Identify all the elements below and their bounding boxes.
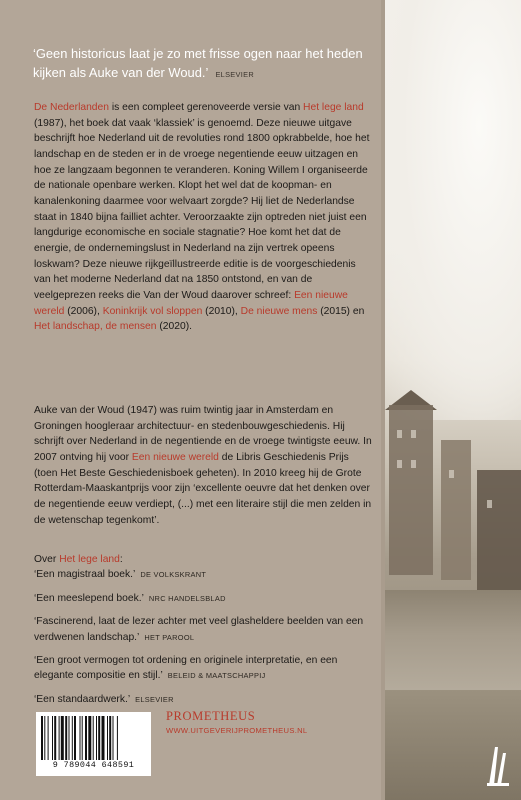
text-run: (2015) en [317, 305, 365, 317]
reviews-section [34, 552, 374, 715]
book-title: De nieuwe mens [240, 305, 318, 317]
review-item [34, 692, 374, 707]
review-text: ‘Een groot vermogen tot ordening en originele interpretatie, en een elegante compositie en stijl.’ [34, 655, 338, 682]
review-source: DE VOLKSKRANT [140, 570, 207, 580]
barcode-bar [98, 716, 100, 760]
barcode-bar [107, 716, 108, 760]
review-text: ‘Een meeslepend boek.’ [34, 592, 144, 604]
building [477, 470, 521, 590]
window [449, 470, 454, 478]
building [441, 440, 471, 580]
window [411, 430, 416, 438]
barcode-bar [69, 716, 70, 760]
book-title: Het lege land [303, 102, 364, 113]
description-paragraph [34, 100, 374, 335]
text-run: (1987), het boek dat vaak ‘klassiek’ is genoemd. Deze nieuwe uitgave beschrijft hoe Nederland uit de revoluties rond 1800 opkrabbelde, hoe het landschap en de steden er in de vroege negentiende eeuw uitzagen en hoe ze langzaam begonnen te veranderen. Koning Willem I organiseerde de nationale openbare werken. Klopt het wel dat de koopman- en kanalenkoning daarmee voor welvaart zorgde? Hij liet de Nederlandse staat in 1840 bijna failliet achter. Veroorzaakte zijn optreden niet juist een langdurige economische en sociale stagnatie? Hoe komt het dat de energie, de ondernemingslust in Nederland na zijn vertrek opeens loskwam? Deze nieuwe rijkgeïllustreerde editie is de voorgeschiedenis van het moderne Nederland dat na 1850 ontstond, en van de veelgeprezen reeks die Van der Woud daarover schreef: [34, 117, 370, 301]
spine-edge [381, 0, 385, 800]
book-title: Het lege land [59, 554, 120, 565]
book-title: Koninkrijk vol sloppen [102, 305, 203, 317]
barcode-bar [72, 716, 73, 760]
publisher-url[interactable]: WWW.UITGEVERIJPROMETHEUS.NL [166, 726, 308, 735]
barcode-bar [102, 716, 105, 760]
barcode-bar [109, 716, 111, 760]
review-item [34, 653, 374, 684]
reviews-intro-block [34, 552, 374, 583]
review-source: HET PAROOL [144, 632, 195, 642]
barcode-bar [82, 716, 83, 760]
barcode-bar [44, 716, 45, 760]
window [411, 460, 416, 468]
window [397, 460, 402, 468]
review-source: ELSEVIER [135, 694, 174, 704]
window [487, 500, 492, 508]
barcode-bar [52, 716, 53, 760]
barcode-bar [41, 716, 43, 760]
barcode-bars [41, 716, 146, 760]
book-title: Een nieuwe wereld [131, 451, 219, 463]
barcode-bar [88, 716, 91, 760]
review-item [34, 591, 374, 606]
quote-text: ‘Geen historicus laat je zo met frisse ogen naar het heden kijken als Auke van der Woud.’ [33, 46, 363, 80]
text-run: de Libris Geschiedenis Prijs (toen Het Beste Geschiedenisboek geheten). In 2010 kreeg hij de Grote Rotterdam-Maaskantprijs voor zijn ‘excellente oeuvre dat het denken over de negentiende eeuw verdiept, (...) met een literaire stijl die men zelden in de wetenschap tegenkomt’. [34, 451, 372, 526]
text-run: (2020). [156, 321, 192, 333]
review-source: NRC HANDELSBLAD [148, 593, 226, 603]
review-text: ‘Fascinerend, laat de lezer achter met veel glasheldere beelden van een verdwenen landschap.’ [34, 616, 364, 643]
window [397, 430, 402, 438]
text-run: (2006), [64, 305, 103, 317]
barcode-bar [96, 716, 97, 760]
front-quote [33, 44, 373, 84]
barcode-bar [80, 716, 81, 760]
review-text: ‘Een magistraal boek.’ [34, 569, 136, 581]
book-title: Het landschap, de mensen [34, 321, 157, 333]
isbn-number: 9 789044 648591 [52, 760, 135, 770]
barcode-bar [54, 716, 56, 760]
review-item [34, 567, 374, 582]
review-item [34, 614, 374, 645]
barcode-bar [117, 716, 118, 760]
quote-source: ELSEVIER [215, 70, 254, 79]
text-run: Auke van der Woud (1947) was ruim twintig jaar in Amsterdam en Groningen hoogleraar architectuur- en stedenbouwgeschiedenis. Hij schrijft over Nederland in de negentiende en de vroege twintigste eeuw. In 2007 ontving hij voor [34, 405, 372, 463]
barcode-bar [48, 716, 49, 760]
text-run: is een compleet gerenoveerde versie van [109, 102, 304, 113]
reviews-intro [34, 552, 374, 567]
author-paragraph [34, 403, 374, 528]
barcode-bar [85, 716, 87, 760]
barcode-bar [93, 716, 94, 760]
review-text: ‘Een standaardwerk.’ [34, 693, 131, 705]
barcode-bar [65, 716, 67, 760]
book-title: Een nieuwe wereld [34, 289, 348, 317]
canal-water [381, 590, 521, 700]
text-run: Over [34, 554, 60, 565]
barcode-bar [59, 716, 60, 760]
barcode-bar [74, 716, 76, 760]
sky-haze [381, 0, 521, 420]
publisher-mark-icon [485, 745, 511, 787]
cover-photo [381, 0, 521, 800]
review-source: BELEID & MAATSCHAPPIJ [167, 671, 266, 681]
isbn-barcode [36, 712, 151, 776]
text-run: : [119, 554, 123, 565]
barcode-bar [61, 716, 64, 760]
publisher-logo: PROMETHEUS [166, 709, 256, 723]
book-title: De Nederlanden [34, 102, 109, 113]
text-run: (2010), [202, 305, 241, 317]
barcode-bar [113, 716, 114, 760]
